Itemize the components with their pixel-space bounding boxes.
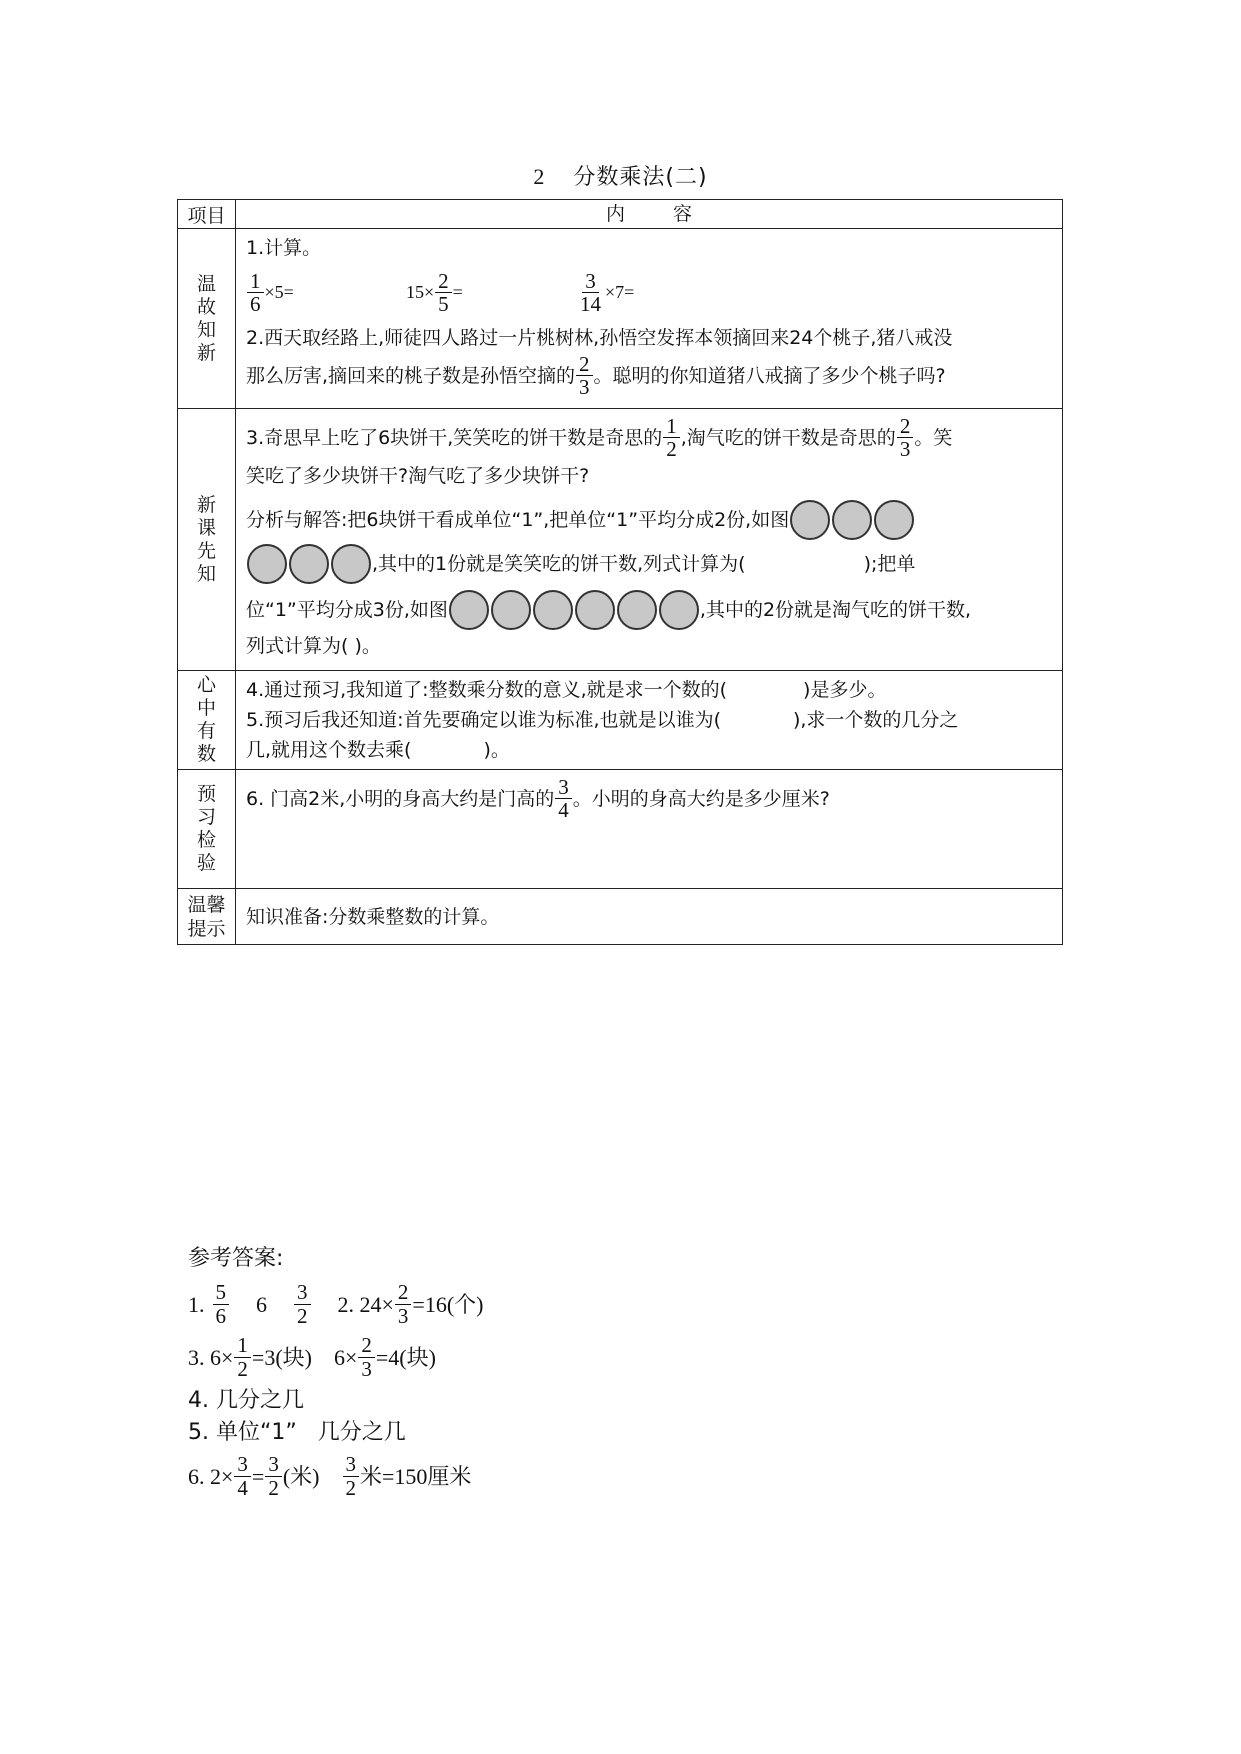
cookie-icon bbox=[659, 590, 699, 630]
calc-item-1: $\frac{1}{6}$ ×5= bbox=[246, 270, 406, 315]
cookie-icon bbox=[617, 590, 657, 630]
answers-heading: 参考答案: bbox=[188, 1246, 284, 1271]
row-know bbox=[178, 671, 1063, 770]
answer-6: 6. 2× $\frac{3}{4}$ = $\frac{3}{2}$ (米) $\frac{3}{2}$ 米=150厘米 bbox=[188, 1452, 472, 1500]
table-header-row bbox=[178, 200, 1063, 229]
study-table bbox=[177, 199, 1063, 945]
question-2-line2: 那么厉害,摘回来的桃子数是孙悟空摘的 $\frac{2}{3}$ 。聪明的你知道猪八戒摘了多少个桃子吗? bbox=[246, 352, 946, 399]
question-5-line1: 5.预习后我还知道:首先要确定以谁为标准,也就是以谁为( ),求一个数的几分之 bbox=[246, 709, 959, 731]
cookie-icon bbox=[874, 500, 914, 540]
cookie-icon bbox=[449, 590, 489, 630]
cookie-icon bbox=[832, 500, 872, 540]
row-preview-label: 新课先知 bbox=[178, 409, 236, 671]
analysis-line1: 分析与解答:把6块饼干看成单位“1”,把单位“1”平均分成2份,如图 bbox=[246, 500, 1052, 540]
row-check-label: 预习检验 bbox=[178, 770, 236, 889]
calc-item-3: $\frac{3}{14}$ ×7= bbox=[580, 268, 635, 316]
cookie-icon bbox=[533, 590, 573, 630]
row-know-label: 心中有数 bbox=[178, 671, 236, 770]
page-title bbox=[0, 160, 1241, 191]
row-tip-content: 知识准备:分数乘整数的计算。 bbox=[236, 889, 1063, 945]
row-review-content bbox=[236, 229, 1063, 409]
row-preview bbox=[178, 409, 1063, 671]
calc-item-2: 15× $\frac{2}{5}$ = bbox=[406, 268, 463, 316]
question-6: 6. 门高2米,小明的身高大约是门高的 $\frac{3}{4}$ 。小明的身高大约是多少厘米? bbox=[246, 775, 830, 822]
row-know-content bbox=[236, 671, 1063, 770]
row-review-label: 温故知新 bbox=[178, 229, 236, 409]
question-3-line1: 3.奇思早上吃了6块饼干,笑笑吃的饼干数是奇思的 $\frac{1}{2}$ ,淘气吃的饼干数是奇思的 $\frac{2}{3}$ 。笑 bbox=[246, 414, 953, 461]
calc-items bbox=[246, 263, 1052, 321]
row-review bbox=[178, 229, 1063, 409]
question-4: 4.通过预习,我知道了:整数乘分数的意义,就是求一个数的( )是多少。 bbox=[246, 679, 887, 701]
title-number: 2 bbox=[533, 164, 546, 189]
cookie-icon bbox=[331, 544, 371, 584]
cookie-group-a bbox=[789, 500, 915, 540]
analysis-line2: ,其中的1份就是笑笑吃的饼干数,列式计算为( );把单 bbox=[246, 544, 1052, 584]
row-check-content bbox=[236, 770, 1063, 889]
row-check bbox=[178, 770, 1063, 889]
cookie-icon bbox=[247, 544, 287, 584]
analysis-line4: 列式计算为( )。 bbox=[246, 635, 381, 657]
answer-3: 3. 6× $\frac{1}{2}$ =3(块) 6× $\frac{2}{3}$ =4(块) bbox=[188, 1333, 436, 1381]
cookie-icon bbox=[491, 590, 531, 630]
question-2-line1: 2.西天取经路上,师徒四人路过一片桃树林,孙悟空发挥本领摘回来24个桃子,猪八戒没 bbox=[246, 327, 953, 349]
question-5-line2: 几,就用这个数去乘( )。 bbox=[246, 739, 510, 761]
row-tip bbox=[178, 889, 1063, 945]
cookie-group-c bbox=[448, 590, 700, 630]
cookie-group-b bbox=[246, 544, 372, 584]
analysis-line3: 位“1”平均分成3份,如图 ,其中的2份就是淘气吃的饼干数, bbox=[246, 590, 1052, 630]
row-tip-label: 温馨提示 bbox=[178, 889, 236, 945]
cookie-icon bbox=[575, 590, 615, 630]
cookie-icon bbox=[289, 544, 329, 584]
question-3-line2: 笑吃了多少块饼干?淘气吃了多少块饼干? bbox=[246, 465, 590, 487]
cookie-icon bbox=[790, 500, 830, 540]
header-content: 内容 bbox=[236, 200, 1063, 229]
row-preview-content bbox=[236, 409, 1063, 671]
answer-1-2: 1. $\frac{5}{6}$ 6 $\frac{3}{2}$ 2. 24× $\frac{2}{3}$ =16(个) bbox=[188, 1280, 484, 1328]
header-project: 项目 bbox=[178, 200, 236, 229]
question-1: 1.计算。 bbox=[246, 237, 322, 259]
answer-5: 5. 单位“1” 几分之几 bbox=[188, 1420, 406, 1445]
answer-4: 4. 几分之几 bbox=[188, 1388, 304, 1413]
title-text: 分数乘法(二) bbox=[573, 165, 708, 190]
reference-answers bbox=[188, 1243, 483, 1500]
